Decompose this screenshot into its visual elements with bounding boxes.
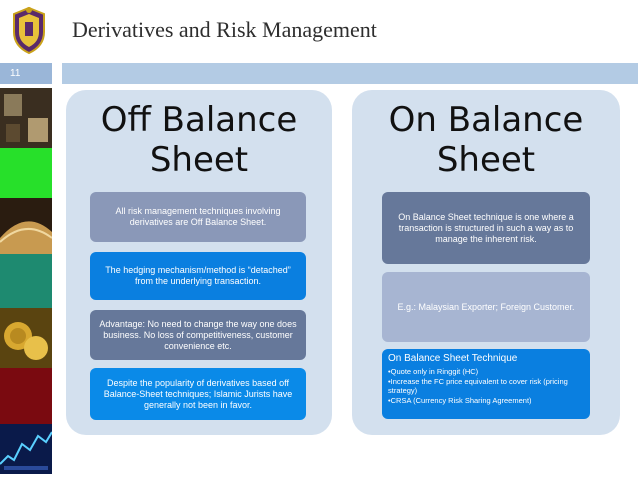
on-balance-title-line1: On Balance	[388, 100, 584, 140]
off-balance-box-3: Advantage: No need to change the way one does business. No loss of competitiveness, customer convenience etc.	[90, 310, 306, 360]
technique-list	[388, 367, 584, 405]
slide-title: Derivatives and Risk Management	[72, 17, 377, 42]
technique-item: • Increase the FC price equivalent to cover risk (pricing strategy)	[388, 377, 584, 396]
off-balance-box-2: The hedging mechanism/method is “detached” from the underlying transaction.	[90, 252, 306, 300]
strip-maroon-block	[0, 368, 52, 424]
strip-teal-block	[0, 254, 52, 308]
technique-item: • CRSA (Currency Risk Sharing Agreement)	[388, 396, 584, 406]
on-balance-box-2: E.g.: Malaysian Exporter; Foreign Customer.	[382, 272, 590, 342]
strip-image-coins	[0, 308, 52, 368]
strip-green-block	[0, 148, 52, 198]
strip-image-book	[0, 198, 52, 254]
technique-title: On Balance Sheet Technique	[388, 353, 518, 364]
strip-image-vintage	[0, 88, 52, 148]
on-balance-box-1: On Balance Sheet technique is one where a transaction is structured in such a way as to manage the inherent risk.	[382, 192, 590, 264]
off-balance-title-line2: Sheet	[149, 140, 249, 180]
slide-number: 11	[0, 63, 52, 84]
university-crest-logo	[8, 4, 50, 56]
header-bar	[62, 63, 638, 84]
strip-image-stock-chart	[0, 424, 52, 474]
technique-item: • Quote only in Ringgit (HC)	[388, 367, 584, 377]
off-balance-box-1: All risk management techniques involving derivatives are Off Balance Sheet.	[90, 192, 306, 242]
on-balance-technique-box	[382, 349, 590, 419]
off-balance-title-line1: Off Balance	[100, 100, 298, 140]
slide-header	[0, 0, 638, 62]
off-balance-box-4: Despite the popularity of derivatives based off Balance-Sheet techniques; Islamic Jurists have generally not been in favor.	[90, 368, 306, 420]
on-balance-title-line2: Sheet	[436, 140, 536, 180]
